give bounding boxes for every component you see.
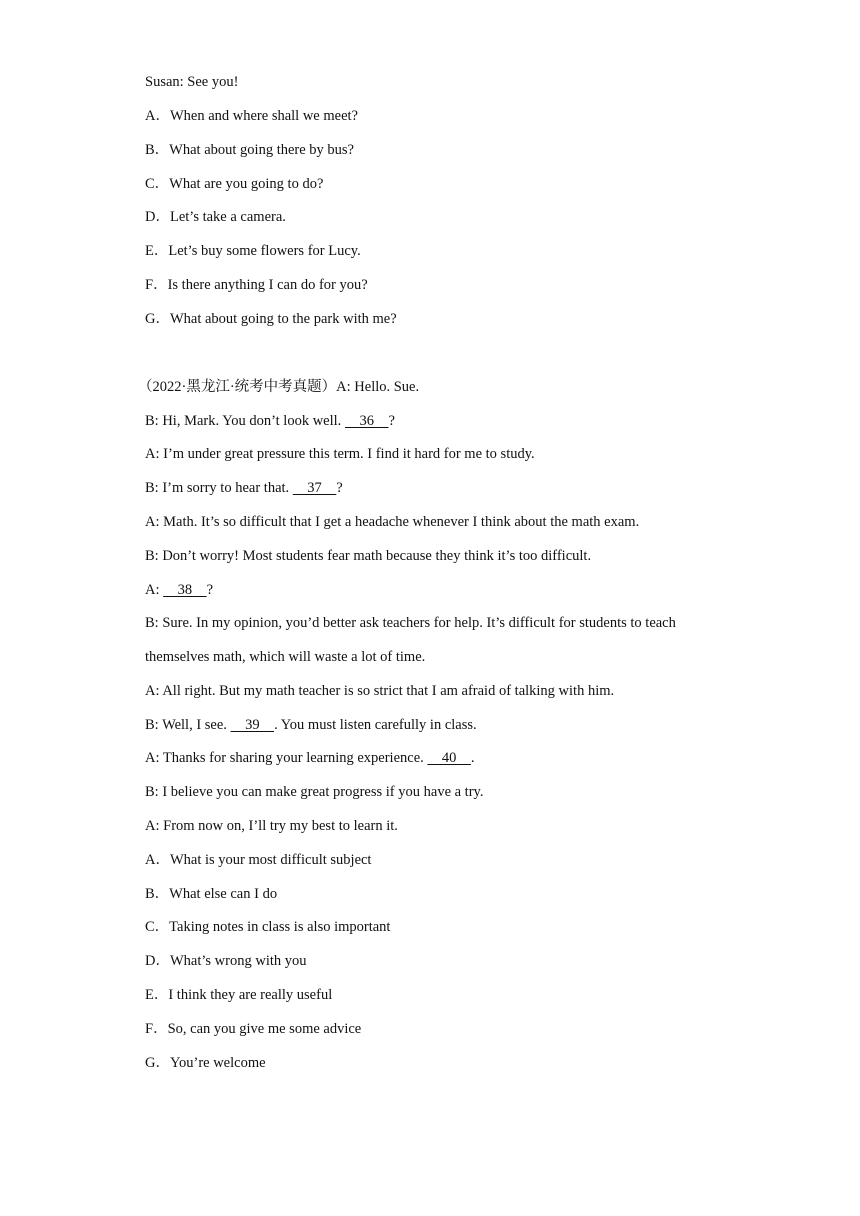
answer-blank-36: 36 [344,413,389,429]
option-c: C．Taking notes in class is also important [145,919,391,935]
option-a: A．When and where shall we meet? [145,108,358,124]
option-d: D．Let’s take a camera. [145,209,286,225]
dialogue-line-7 [145,580,213,600]
dialogue-line-1 [138,377,419,397]
dialogue-text: B: Well, I see. [145,717,231,733]
option-f: F．Is there anything I can do for you? [145,277,368,293]
dialogue-text: ? [336,480,343,496]
dialogue-text: A: [145,582,164,598]
dialogue-text: . You must listen carefully in class. [274,717,477,733]
dialogue-line-3: A: I’m under great pressure this term. I find it hard for me to study. [145,446,535,462]
dialogue-line-10: A: All right. But my math teacher is so strict that I am afraid of talking with him. [145,683,615,699]
dialogue-line-14: A: From now on, I’ll try my best to learn it. [145,818,398,834]
dialogue-line-2 [145,411,395,431]
option-b: B．What about going there by bus? [145,142,354,158]
option-a: A．What is your most difficult subject [145,852,372,868]
dialogue-text: B: Hi, Mark. You don’t look well. [145,413,345,429]
answer-blank-40: 40 [427,750,471,766]
dialogue-line-8: B: Sure. In my opinion, you’d better ask teachers for help. It’s difficult for students to teach [145,615,676,631]
option-c: C．What are you going to do? [145,176,324,192]
option-g: G．You’re welcome [145,1055,266,1071]
dialogue-text: A: Thanks for sharing your learning experience. [145,750,428,766]
dialogue-text: . [470,750,475,766]
option-b: B．What else can I do [145,886,278,902]
dialogue-closing-line: Susan: See you! [145,74,239,90]
option-d: D．What’s wrong with you [145,953,307,969]
dialogue-text: B: I’m sorry to hear that. [145,480,293,496]
dialogue-text: ? [388,413,395,429]
dialogue-line-9: themselves math, which will waste a lot of time. [145,649,426,665]
option-e: E．Let’s buy some flowers for Lucy. [145,243,361,259]
dialogue-line-11 [145,715,477,735]
dialogue-line-13: B: I believe you can make great progress if you have a try. [145,784,484,800]
dialogue-text: ? [206,582,214,598]
dialogue-line-12 [145,748,475,768]
dialogue-line-6: B: Don’t worry! Most students fear math because they think it’s too difficult. [145,548,592,564]
option-e: E．I think they are really useful [145,987,333,1003]
option-f: F．So, can you give me some advice [145,1021,362,1037]
dialogue-line-5: A: Math. It’s so difficult that I get a headache whenever I think about the math exam. [145,514,640,530]
answer-blank-39: 39 [230,717,275,733]
option-g: G．What about going to the park with me? [145,311,397,327]
answer-blank-37: 37 [292,480,337,496]
dialogue-text: A: Hello. Sue. [336,379,420,395]
answer-blank-38: 38 [163,582,207,598]
source-label: （2022·黑龙江·统考中考真题） [138,379,337,395]
dialogue-line-4 [145,478,343,498]
